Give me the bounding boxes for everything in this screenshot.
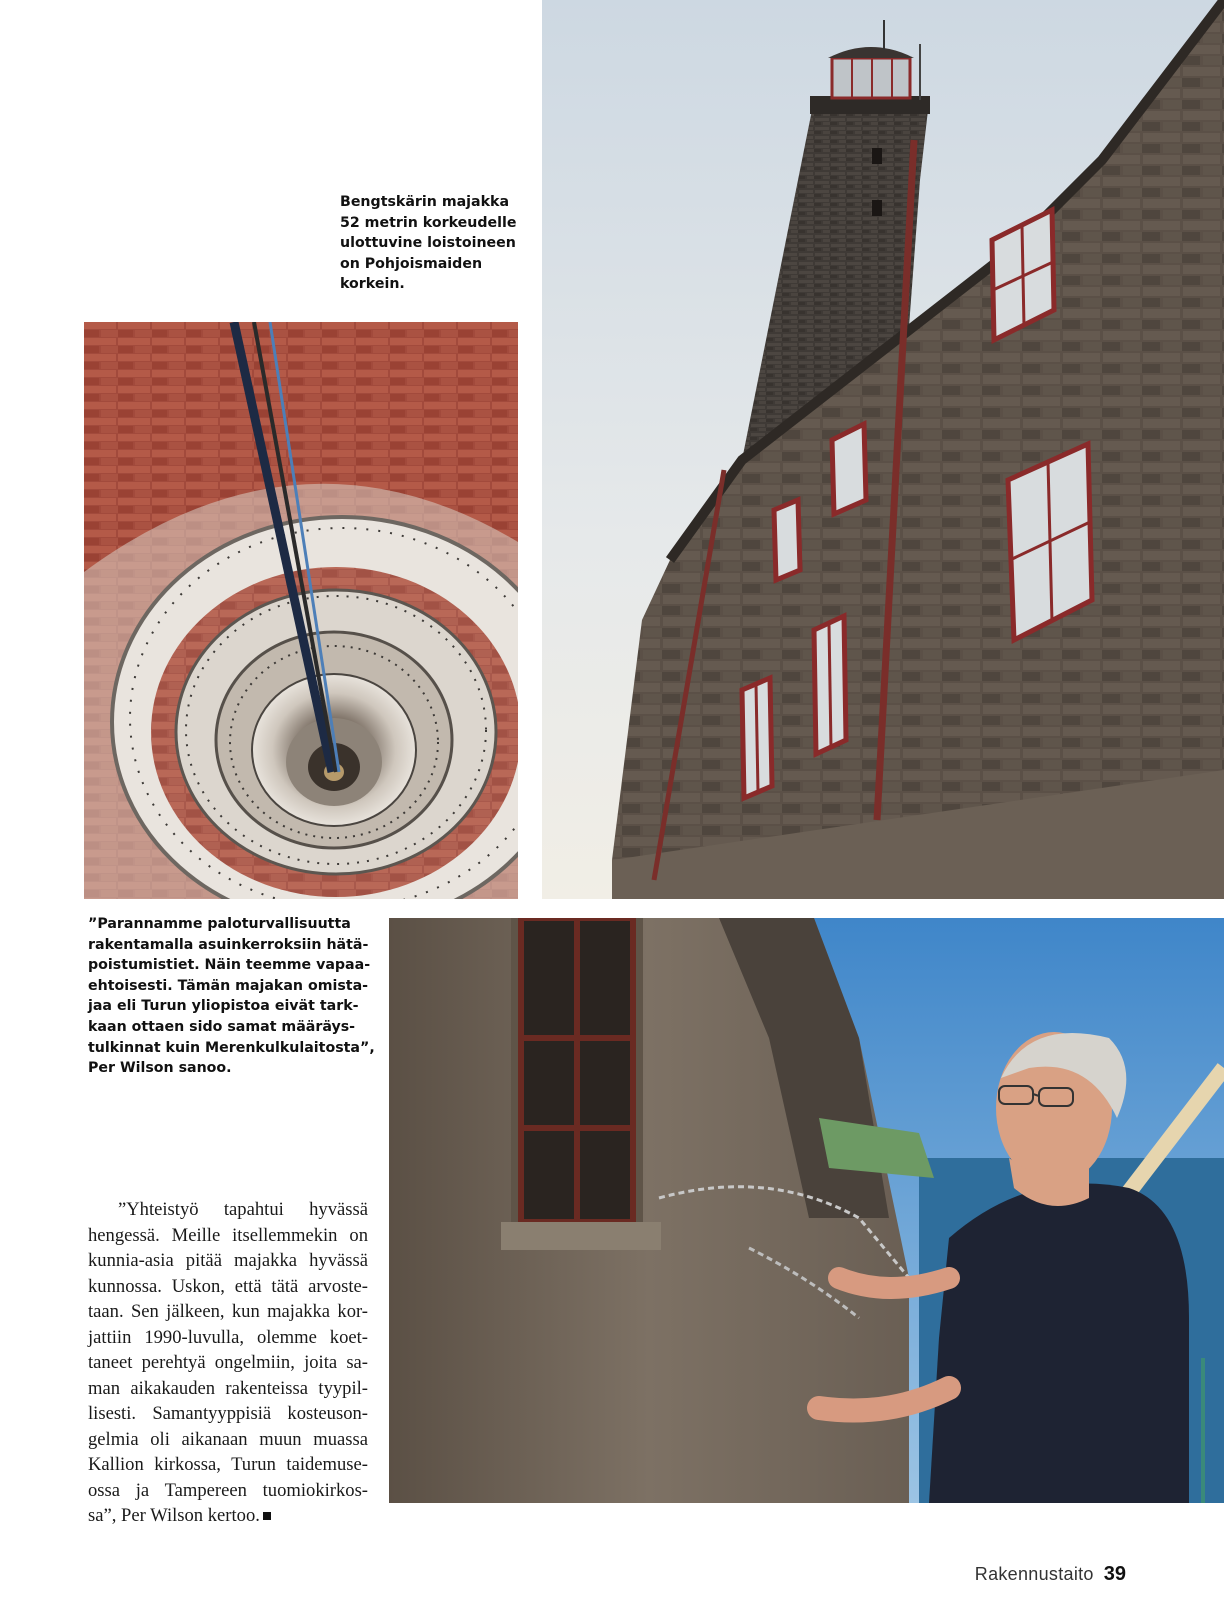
- caption-quote: [88, 914, 378, 1079]
- body-line: taneet perehtyä ongelmiin, joita sa-: [88, 1352, 368, 1373]
- end-of-article-mark: [263, 1512, 271, 1520]
- caption-line: poistumistiet. Näin teemme vapaa-: [88, 957, 371, 974]
- body-line: kunnossa. Uskon, että tätä arvoste-: [88, 1275, 368, 1297]
- caption-lighthouse: [340, 192, 530, 295]
- caption-line: tulkinnat kuin Merenkulkulaitosta”,: [88, 1039, 375, 1056]
- magazine-name: Rakennustaito: [974, 1564, 1094, 1584]
- body-line: ”Yhteistyö tapahtui hyvässä: [118, 1199, 368, 1220]
- body-line: Kallion kirkossa, Turun taidemuse-: [88, 1454, 368, 1475]
- body-line: kunnia-asia pitää majakka hyvässä: [88, 1250, 368, 1271]
- caption-line: ulottuvine loistoineen: [340, 235, 516, 252]
- caption-line: Per Wilson sanoo.: [88, 1060, 232, 1077]
- body-line-text: sa”, Per Wilson kertoo.: [88, 1505, 260, 1526]
- per-wilson-illustration: [389, 918, 1224, 1503]
- body-line: taan. Sen jälkeen, kun majakka kor-: [88, 1301, 368, 1322]
- lighthouse-illustration: [542, 0, 1224, 899]
- body-line: lisesti. Samantyyppisiä kosteuson-: [88, 1403, 368, 1424]
- page-number: 39: [1103, 1563, 1126, 1585]
- body-line: gelmia oli aikanaan muun muassa: [88, 1428, 368, 1450]
- spiral-staircase-illustration: [84, 322, 518, 899]
- body-line-last: [88, 1503, 368, 1529]
- body-line: ossa ja Tampereen tuomiokirkos-: [88, 1479, 368, 1501]
- body-line: man aikakauden rakenteissa tyypil-: [88, 1377, 368, 1399]
- caption-line: ehtoisesti. Tämän majakan omista-: [88, 977, 369, 994]
- page-footer: [975, 1563, 1126, 1586]
- body-line: jattiin 1990-luvulla, olemme koet-: [88, 1326, 368, 1348]
- caption-line: Bengtskärin majakka: [340, 194, 510, 210]
- photo-spiral-staircase: [84, 322, 518, 899]
- caption-line: korkein.: [340, 276, 405, 293]
- caption-line: kaan ottaen sido samat määräys-: [88, 1018, 356, 1035]
- caption-line: on Pohjoismaiden: [340, 255, 483, 272]
- photo-per-wilson: [389, 918, 1224, 1503]
- photo-lighthouse-tower: [542, 0, 1224, 899]
- caption-line: ”Parannamme paloturvallisuutta: [88, 916, 351, 932]
- caption-line: jaa eli Turun yliopistoa eivät tark-: [88, 998, 359, 1015]
- body-line: hengessä. Meille itsellemmekin on: [88, 1224, 368, 1246]
- article-body: [88, 1197, 368, 1529]
- caption-line: 52 metrin korkeudelle: [340, 214, 517, 231]
- caption-line: rakentamalla asuinkerroksiin hätä-: [88, 936, 369, 953]
